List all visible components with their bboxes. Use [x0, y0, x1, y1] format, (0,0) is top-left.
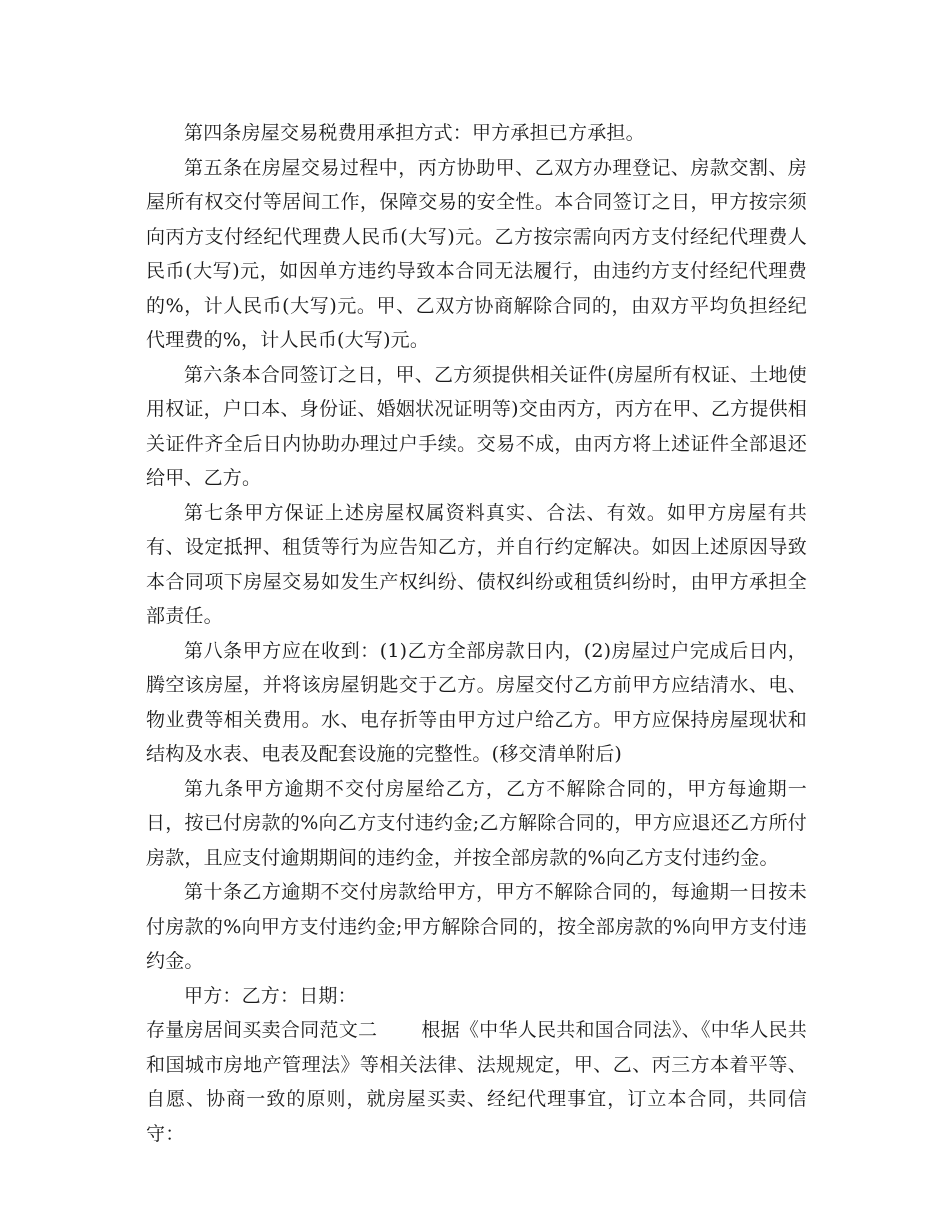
- signature-line: 甲方：乙方：日期：: [184, 984, 357, 1007]
- article-8-paragraph: 第八条甲方应在收到：(1)乙方全部房款日内，(2)房屋过户完成后日内，腾空该房屋，并将该房屋钥匙交于乙方。房屋交付乙方前甲方应结清水、电、物业费等相关费用。水、电存折等由甲方过户给乙方。甲方应保持房屋现状和结构及水表、电表及配套设施的完整性。(移交清单附后): [146, 639, 807, 765]
- article-9-paragraph: 第九条甲方逾期不交付房屋给乙方，乙方不解除合同的，甲方每逾期一日，按已付房款的%向乙方支付违约金;乙方解除合同的，甲方应退还乙方所付房款，且应支付逾期期间的违约金，并按全部房款的%向乙方支付违约金。: [146, 777, 807, 869]
- final-paragraph: [146, 1013, 807, 1151]
- final-body-text: 根据《中华人民共和国合同法》、《中华人民共和国城市房地产管理法》等相关法律、法规规定，甲、乙、丙三方本着平等、自愿、协商一致的原则，就房屋买卖、经纪代理事宜，订立本合同，共同信守：: [146, 1019, 808, 1145]
- article-6-paragraph: 第六条本合同签订之日，甲、乙方须提供相关证件(房屋所有权证、土地使用权证，户口本、身份证、婚姻状况证明等)交由丙方，丙方在甲、乙方提供相关证件齐全后日内协助办理过户手续。交易不成，由丙方将上述证件全部退还给甲、乙方。: [146, 363, 807, 489]
- article-4-paragraph: 第四条房屋交易税费用承担方式：甲方承担已方承担。: [184, 122, 645, 144]
- article-7-paragraph: 第七条甲方保证上述房屋权属资料真实、合法、有效。如甲方房屋有共有、设定抵押、租赁等行为应告知乙方，并自行约定解决。如因上述原因导致本合同项下房屋交易如发生产权纠纷、债权纠纷或租赁纠纷时，由甲方承担全部责任。: [146, 501, 807, 627]
- document-page: [146, 116, 807, 1151]
- section-heading: 存量房居间买卖合同范文二: [146, 1019, 378, 1041]
- article-10-paragraph: 第十条乙方逾期不交付房款给甲方，甲方不解除合同的，每逾期一日按未付房款的%向甲方支付违约金;甲方解除合同的，按全部房款的%向甲方支付违约金。: [146, 881, 807, 972]
- article-5-paragraph: 第五条在房屋交易过程中，丙方协助甲、乙双方办理登记、房款交割、房屋所有权交付等居间工作，保障交易的安全性。本合同签订之日，甲方按宗须向丙方支付经纪代理费人民币(大写)元。乙方按宗需向丙方支付经纪代理费人民币(大写)元，如因单方违约导致本合同无法履行，由违约方支付经纪代理费的%，计人民币(大写)元。甲、乙双方协商解除合同的，由双方平均负担经纪代理费的%，计人民币(大写)元。: [146, 156, 807, 351]
